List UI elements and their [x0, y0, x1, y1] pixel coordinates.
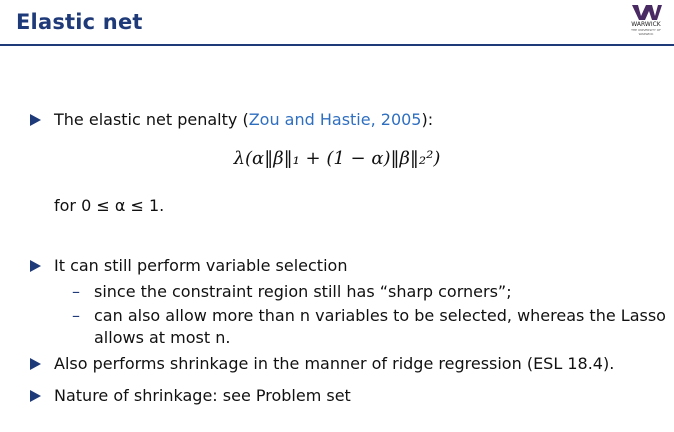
bullet-elastic-net-penalty: [30, 110, 433, 130]
sub-item-text: allows at most n.: [94, 328, 231, 347]
warwick-logo: [628, 4, 664, 36]
bullet-nature-of-shrinkage: [30, 386, 351, 406]
sub-item-more-variables-cont: [94, 328, 230, 348]
bullet-text-end: ):: [421, 110, 434, 129]
bullet-text: The elastic net penalty (: [54, 110, 249, 129]
sub-item-text: can also allow more than n variables to be selected, whereas the Lasso: [94, 306, 666, 325]
bullet-variable-selection: [30, 256, 347, 276]
slide-header: [0, 0, 674, 46]
bullet-triangle-icon: [30, 260, 41, 272]
sub-item-sharp-corners: [72, 282, 512, 302]
bullet-triangle-icon: [30, 390, 41, 402]
alpha-range-text: for 0 ≤ α ≤ 1.: [54, 196, 165, 215]
dash-icon: –: [72, 282, 80, 301]
dash-icon: –: [72, 306, 80, 325]
logo-wordmark: WARWICK: [631, 21, 661, 28]
warwick-logo-icon: [628, 4, 664, 22]
citation-link[interactable]: Zou and Hastie, 2005: [248, 110, 422, 129]
bullet-triangle-icon: [30, 358, 41, 370]
header-rule: [0, 44, 674, 46]
bullet-text: Also performs shrinkage in the manner of ridge regression (ESL 18.4).: [54, 354, 615, 373]
bullet-shrinkage: [30, 354, 614, 374]
sub-item-text: since the constraint region still has “sharp corners”;: [94, 282, 512, 301]
penalty-formula: [0, 148, 674, 169]
bullet-text: Nature of shrinkage: see Problem set: [54, 386, 351, 405]
slide-title: Elastic net: [16, 10, 143, 34]
logo-subtext: THE UNIVERSITY OF WARWICK: [631, 28, 661, 36]
sub-item-more-variables: [72, 306, 666, 326]
formula-text: λ(α‖β‖₁ + (1 − α)‖β‖₂²): [233, 148, 441, 169]
bullet-triangle-icon: [30, 114, 41, 126]
bullet-text: It can still perform variable selection: [54, 256, 348, 275]
